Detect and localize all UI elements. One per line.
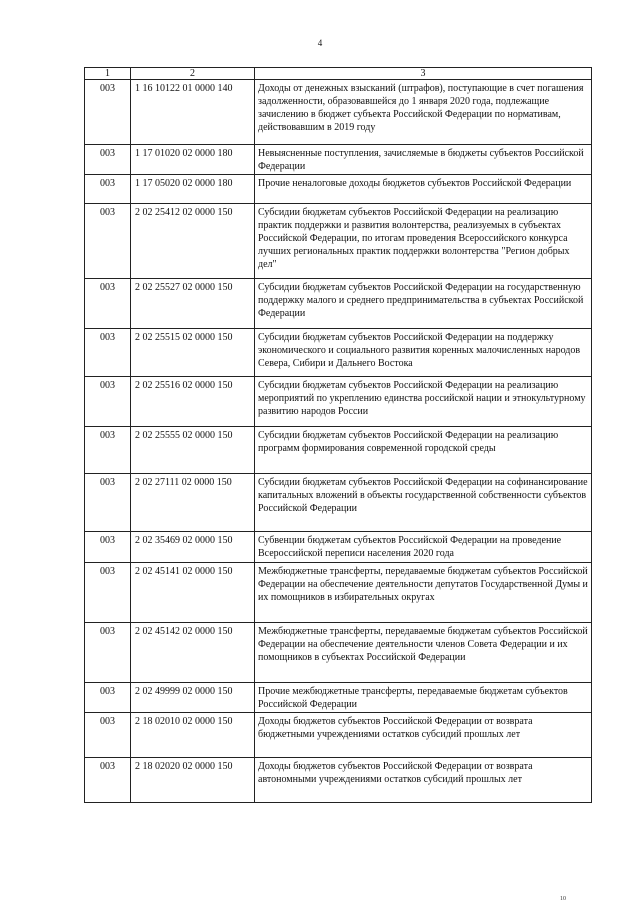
admin-code-cell: 003 bbox=[85, 427, 131, 474]
budget-code-cell: 2 02 45142 02 0000 150 bbox=[131, 623, 255, 683]
admin-code-cell: 003 bbox=[85, 683, 131, 713]
table-row bbox=[85, 474, 592, 532]
table-row bbox=[85, 713, 592, 758]
admin-code-cell: 003 bbox=[85, 713, 131, 758]
budget-code-cell: 2 02 45141 02 0000 150 bbox=[131, 563, 255, 623]
revenue-name-cell: Субсидии бюджетам субъектов Российской Федерации на реализацию мероприятий по укреплению единства российской нации и этнокультурному развитию народов России bbox=[255, 377, 592, 427]
revenue-name-cell: Субсидии бюджетам субъектов Российской Федерации на софинансирование капитальных вложений в объекты государственной собственности субъектов Российской Федерации bbox=[255, 474, 592, 532]
admin-code-cell: 003 bbox=[85, 758, 131, 803]
revenue-name-cell: Межбюджетные трансферты, передаваемые бюджетам субъектов Российской Федерации на обеспечение деятельности депутатов Государственной Думы и их помощников в избирательных округах bbox=[255, 563, 592, 623]
revenue-name-cell: Невыясненные поступления, зачисляемые в бюджеты субъектов Российской Федерации bbox=[255, 145, 592, 175]
admin-code-cell: 003 bbox=[85, 175, 131, 204]
budget-code-cell: 2 02 27111 02 0000 150 bbox=[131, 474, 255, 532]
table-row bbox=[85, 563, 592, 623]
column-header-2: 2 bbox=[131, 68, 255, 80]
revenue-name-cell: Субсидии бюджетам субъектов Российской Федерации на реализацию программ формирования современной городской среды bbox=[255, 427, 592, 474]
column-header-1: 1 bbox=[85, 68, 131, 80]
table-body bbox=[85, 80, 592, 803]
budget-code-cell: 2 02 25516 02 0000 150 bbox=[131, 377, 255, 427]
table-row bbox=[85, 623, 592, 683]
table-row bbox=[85, 683, 592, 713]
admin-code-cell: 003 bbox=[85, 80, 131, 145]
column-header-3: 3 bbox=[255, 68, 592, 80]
admin-code-cell: 003 bbox=[85, 145, 131, 175]
revenue-name-cell: Прочие неналоговые доходы бюджетов субъектов Российской Федерации bbox=[255, 175, 592, 204]
budget-code-cell: 2 02 49999 02 0000 150 bbox=[131, 683, 255, 713]
admin-code-cell: 003 bbox=[85, 204, 131, 279]
admin-code-cell: 003 bbox=[85, 563, 131, 623]
budget-code-cell: 2 02 25412 02 0000 150 bbox=[131, 204, 255, 279]
revenue-name-cell: Межбюджетные трансферты, передаваемые бюджетам субъектов Российской Федерации на обеспечение деятельности членов Совета Федерации и их помощников в субъектах Российской Федерации bbox=[255, 623, 592, 683]
admin-code-cell: 003 bbox=[85, 532, 131, 563]
budget-code-cell: 2 02 25515 02 0000 150 bbox=[131, 329, 255, 377]
admin-code-cell: 003 bbox=[85, 377, 131, 427]
revenue-name-cell: Субсидии бюджетам субъектов Российской Федерации на поддержку экономического и социального развития коренных малочисленных народов Севера, Сибири и Дальнего Востока bbox=[255, 329, 592, 377]
table-row bbox=[85, 377, 592, 427]
footer-mark: 10 bbox=[560, 896, 566, 902]
table-header bbox=[85, 68, 592, 80]
budget-code-cell: 2 18 02010 02 0000 150 bbox=[131, 713, 255, 758]
page-number: 4 bbox=[317, 38, 323, 48]
table-row bbox=[85, 204, 592, 279]
revenue-name-cell: Субвенции бюджетам субъектов Российской Федерации на проведение Всероссийской переписи населения 2020 года bbox=[255, 532, 592, 563]
table-row bbox=[85, 329, 592, 377]
admin-code-cell: 003 bbox=[85, 623, 131, 683]
budget-code-cell: 2 02 25527 02 0000 150 bbox=[131, 279, 255, 329]
revenue-name-cell: Субсидии бюджетам субъектов Российской Федерации на реализацию практик поддержки и развития волонтерства, реализуемых в субъектах Российской Федерации, по итогам проведения Всероссийского конкурса лучших региональных практик поддержки волонтерства "Регион добрых дел" bbox=[255, 204, 592, 279]
revenue-name-cell: Доходы бюджетов субъектов Российской Федерации от возврата автономными учреждениями остатков субсидий прошлых лет bbox=[255, 758, 592, 803]
table-row bbox=[85, 758, 592, 803]
table-row bbox=[85, 427, 592, 474]
table-row bbox=[85, 532, 592, 563]
admin-code-cell: 003 bbox=[85, 474, 131, 532]
revenue-name-cell: Доходы от денежных взысканий (штрафов), поступающие в счет погашения задолженности, образовавшейся до 1 января 2020 года, подлежащие зачислению в бюджет субъекта Российской Федерации по нормативам, действовавшим в 2019 году bbox=[255, 80, 592, 145]
table-row bbox=[85, 80, 592, 145]
header-row bbox=[85, 68, 592, 80]
table-row bbox=[85, 145, 592, 175]
budget-code-cell: 1 16 10122 01 0000 140 bbox=[131, 80, 255, 145]
budget-code-cell: 2 02 25555 02 0000 150 bbox=[131, 427, 255, 474]
table-row bbox=[85, 175, 592, 204]
revenue-codes-table bbox=[84, 67, 592, 803]
budget-code-cell: 1 17 01020 02 0000 180 bbox=[131, 145, 255, 175]
budget-code-cell: 2 18 02020 02 0000 150 bbox=[131, 758, 255, 803]
budget-code-cell: 1 17 05020 02 0000 180 bbox=[131, 175, 255, 204]
budget-code-cell: 2 02 35469 02 0000 150 bbox=[131, 532, 255, 563]
revenue-name-cell: Доходы бюджетов субъектов Российской Федерации от возврата бюджетными учреждениями остатков субсидий прошлых лет bbox=[255, 713, 592, 758]
admin-code-cell: 003 bbox=[85, 279, 131, 329]
admin-code-cell: 003 bbox=[85, 329, 131, 377]
revenue-name-cell: Субсидии бюджетам субъектов Российской Федерации на государственную поддержку малого и среднего предпринимательства в субъектах Российской Федерации bbox=[255, 279, 592, 329]
table-row bbox=[85, 279, 592, 329]
revenue-name-cell: Прочие межбюджетные трансферты, передаваемые бюджетам субъектов Российской Федерации bbox=[255, 683, 592, 713]
